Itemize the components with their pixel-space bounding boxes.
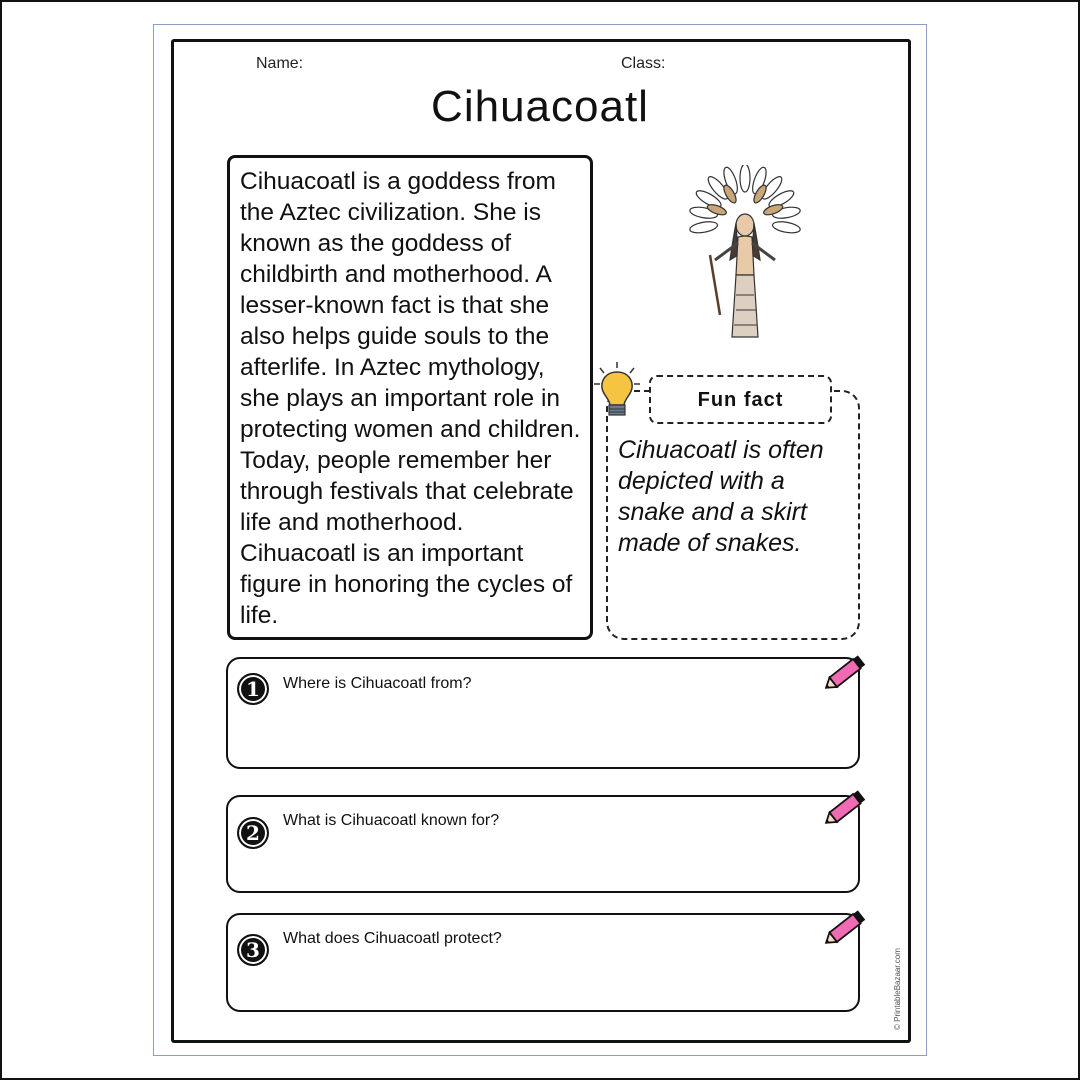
question-2-number: 2 (237, 817, 269, 849)
fun-fact-label: Fun fact (649, 375, 832, 424)
question-1-number: 1 (237, 673, 269, 705)
pencil-icon (820, 650, 870, 696)
pencil-icon (820, 785, 870, 831)
name-label: Name: (256, 55, 304, 72)
question-3-text: What does Cihuacoatl protect? (283, 930, 502, 947)
fun-fact-text: Cihuacoatl is often depicted with a snake and a skirt made of snakes. (618, 436, 824, 557)
goddess-illustration-icon (670, 165, 840, 350)
question-2-answer-box[interactable] (226, 795, 860, 893)
question-1-text: Where is Cihuacoatl from? (283, 675, 472, 692)
reading-passage: Cihuacoatl is a goddess from the Aztec civilization. She is known as the goddess of childbirth and motherhood. A lesser-known fact is that she also helps guide souls to the afterlife. In Aztec mythology, she plays an important role in protecting women and children. Today, people remember her through festivals that celebrate life and motherhood. Cihuacoatl is an important figure in honoring the cycles of life. (240, 168, 581, 629)
question-3-number: 3 (237, 934, 269, 966)
pencil-icon (820, 905, 870, 951)
question-2-text: What is Cihuacoatl known for? (283, 812, 500, 829)
copyright-text: © PrintableBazaar.com (893, 948, 902, 1030)
light-bulb-icon (592, 360, 642, 422)
reading-passage-box (227, 155, 593, 640)
question-3-answer-box[interactable] (226, 913, 860, 1012)
page-title: Cihuacoatl (431, 82, 649, 131)
question-1-answer-box[interactable] (226, 657, 860, 769)
class-label: Class: (621, 55, 666, 72)
